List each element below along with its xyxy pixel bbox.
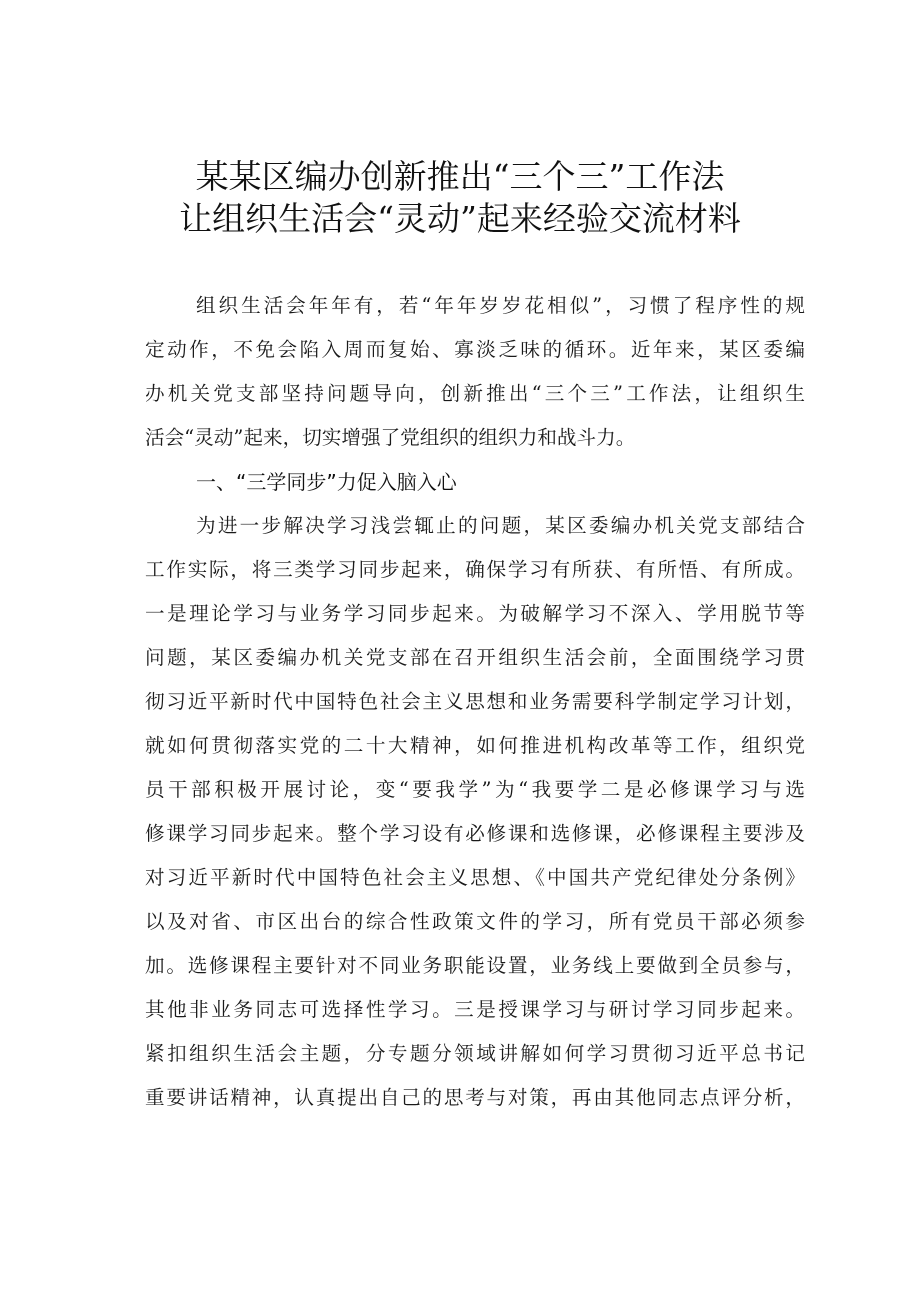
body-line: 对习近平新时代中国特色社会主义思想、《中国共产党纪律处分条例》 <box>145 866 805 889</box>
intro-line: 办机关党支部坚持问题导向，创新推出“三个三”工作法，让组织生 <box>145 382 805 405</box>
body-line: 工作实际，将三类学习同步起来，确保学习有所获、有所悟、有所成。 <box>145 558 805 581</box>
body-line: 为进一步解决学习浅尝辄止的问题，某区委编办机关党支部结合 <box>196 514 805 537</box>
intro-line: 活会“灵动”起来，切实增强了党组织的组织力和战斗力。 <box>145 426 636 449</box>
body-line: 一是理论学习与业务学习同步起来。为破解学习不深入、学用脱节等 <box>145 602 805 625</box>
body-line: 以及对省、市区出台的综合性政策文件的学习，所有党员干部必须参 <box>145 910 805 933</box>
document-title-line-1: 某某区编办创新推出“三个三”工作法 <box>195 157 725 196</box>
body-line: 就如何贯彻落实党的二十大精神，如何推进机构改革等工作，组织党 <box>145 734 805 757</box>
body-line: 问题，某区委编办机关党支部在召开组织生活会前，全面围绕学习贯 <box>145 646 805 669</box>
document-title-line-2: 让组织生活会“灵动”起来经验交流材料 <box>179 199 741 238</box>
body-line: 加。选修课程主要针对不同业务职能设置，业务线上要做到全员参与， <box>145 954 805 977</box>
body-line: 紧扣组织生活会主题，分专题分领域讲解如何学习贯彻习近平总书记 <box>145 1042 805 1065</box>
body-line: 员干部积极开展讨论，变“要我学”为“我要学二是必修课学习与选 <box>145 778 805 801</box>
intro-line: 组织生活会年年有，若“年年岁岁花相似”，习惯了程序性的规 <box>196 294 805 317</box>
intro-line: 定动作，不免会陷入周而复始、寡淡乏味的循环。近年来，某区委编 <box>145 338 805 361</box>
body-line: 其他非业务同志可选择性学习。三是授课学习与研讨学习同步起来。 <box>145 998 805 1021</box>
body-line: 修课学习同步起来。整个学习设有必修课和选修课，必修课程主要涉及 <box>145 822 805 845</box>
body-line: 彻习近平新时代中国特色社会主义思想和业务需要科学制定学习计划， <box>145 690 805 713</box>
section-1-heading: 一、“三学同步”力促入脑入心 <box>196 470 457 494</box>
body-line: 重要讲话精神，认真提出自己的思考与对策，再由其他同志点评分析， <box>145 1086 805 1109</box>
